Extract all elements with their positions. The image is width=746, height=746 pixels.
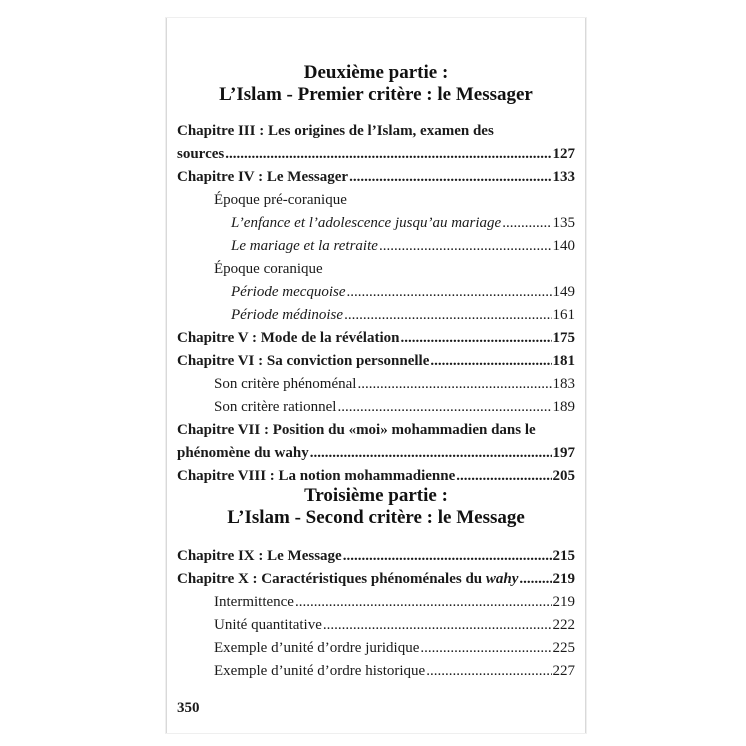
toc-subsubentry bbox=[231, 303, 575, 325]
toc-subentry bbox=[214, 590, 575, 612]
toc-entry-label: Période médinoise bbox=[231, 307, 344, 323]
toc-entry-label: sources bbox=[177, 146, 225, 162]
toc-entry-label: Intermittence bbox=[214, 594, 294, 610]
toc-subentry bbox=[214, 372, 575, 394]
leader-dots bbox=[357, 375, 551, 394]
toc-subentry bbox=[214, 613, 575, 635]
toc-entry-label: Exemple d’unité d’ordre juridique bbox=[214, 640, 420, 656]
toc-entry-chapter-8 bbox=[177, 464, 575, 486]
leader-dots bbox=[337, 398, 551, 417]
part-three-subtitle: L’Islam - Second critère : le Message bbox=[227, 507, 525, 528]
toc-entry-label: Chapitre III : Les origines de l’Islam, examen des bbox=[177, 123, 494, 139]
toc-subsubentry bbox=[231, 234, 575, 256]
leader-dots bbox=[295, 593, 552, 612]
toc-entry-label-italic: wahy bbox=[485, 571, 519, 587]
toc-page-number: 205 bbox=[552, 468, 575, 484]
toc-page-number: 135 bbox=[552, 215, 575, 231]
toc-entry-label: Chapitre VIII : La notion mohammadienne bbox=[177, 468, 456, 484]
toc-subentry bbox=[214, 636, 575, 658]
part-three-heading bbox=[167, 485, 585, 529]
toc-page-number: 133 bbox=[552, 169, 575, 185]
toc-entry-label: Chapitre IV : Le Messager bbox=[177, 169, 349, 185]
toc-entry-label: Exemple d’unité d’ordre historique bbox=[214, 663, 426, 679]
toc-subsubentry bbox=[231, 211, 575, 233]
toc-entry-label: Époque pré-coranique bbox=[214, 192, 347, 208]
toc-entry-chapter-5 bbox=[177, 326, 575, 348]
toc-page-number: 215 bbox=[552, 548, 575, 564]
toc-entry-label-text: Chapitre X : Caractéristiques phénoménales du bbox=[177, 571, 486, 587]
leader-dots bbox=[519, 570, 551, 589]
leader-dots bbox=[426, 662, 551, 681]
leader-dots bbox=[225, 145, 551, 164]
toc-entry-chapter-6 bbox=[177, 349, 575, 371]
toc-subentry bbox=[214, 188, 575, 210]
part-two-title: Deuxième partie : bbox=[303, 62, 449, 83]
toc-page-number: 225 bbox=[552, 640, 575, 656]
toc-entry-chapter-10 bbox=[177, 567, 575, 589]
leader-dots bbox=[344, 306, 551, 325]
toc-page-number: 127 bbox=[552, 146, 575, 162]
toc-entry-label: Unité quantitative bbox=[214, 617, 322, 633]
toc-entry-label bbox=[177, 570, 518, 589]
book-page bbox=[166, 18, 586, 733]
toc-subentry bbox=[214, 659, 575, 681]
leader-dots bbox=[349, 168, 551, 187]
toc-entry-chapter-3-cont bbox=[177, 142, 575, 164]
toc-entry-label: Chapitre VI : Sa conviction personnelle bbox=[177, 353, 430, 369]
part-two-heading bbox=[167, 62, 585, 106]
part-two-subtitle: L’Islam - Premier critère : le Messager bbox=[219, 84, 533, 105]
toc-subsubentry bbox=[231, 280, 575, 302]
toc-entry-label: phénomène du wahy bbox=[177, 445, 309, 461]
toc-page-number: 219 bbox=[552, 571, 575, 587]
toc-entry-chapter-9 bbox=[177, 544, 575, 566]
toc-page-number: 189 bbox=[552, 399, 575, 415]
toc-entry-chapter-7 bbox=[177, 418, 575, 440]
leader-dots bbox=[400, 329, 551, 348]
toc-entry-label: Chapitre VII : Position du «moi» mohammadien dans le bbox=[177, 422, 536, 438]
toc-page-number: 175 bbox=[552, 330, 575, 346]
leader-dots bbox=[343, 547, 552, 566]
leader-dots bbox=[430, 352, 551, 371]
toc-entry-label: Son critère phénoménal bbox=[214, 376, 357, 392]
leader-dots bbox=[502, 214, 551, 233]
toc-entry-chapter-3 bbox=[177, 119, 575, 141]
toc-entry-chapter-4 bbox=[177, 165, 575, 187]
leader-dots bbox=[310, 444, 552, 463]
toc-page-number: 161 bbox=[552, 307, 575, 323]
toc-entry-label: Période mecquoise bbox=[231, 284, 346, 300]
leader-dots bbox=[379, 237, 552, 256]
toc-entry-label: Son critère rationnel bbox=[214, 399, 337, 415]
toc-page-number: 181 bbox=[552, 353, 575, 369]
toc-page-number: 227 bbox=[552, 663, 575, 679]
toc-page-number: 222 bbox=[552, 617, 575, 633]
part-three-title: Troisième partie : bbox=[304, 485, 448, 506]
leader-dots bbox=[323, 616, 552, 635]
toc-page-number: 149 bbox=[552, 284, 575, 300]
toc-entry-label: Époque coranique bbox=[214, 261, 323, 277]
toc-entry-label: Chapitre V : Mode de la révélation bbox=[177, 330, 400, 346]
leader-dots bbox=[347, 283, 552, 302]
leader-dots bbox=[456, 467, 551, 486]
toc-page-number: 183 bbox=[552, 376, 575, 392]
toc-entry-label: L’enfance et l’adolescence jusqu’au mariage bbox=[231, 215, 502, 231]
toc-entry-chapter-7-cont bbox=[177, 441, 575, 463]
toc-page-number: 140 bbox=[552, 238, 575, 254]
leader-dots bbox=[420, 639, 551, 658]
page-number: 350 bbox=[177, 700, 200, 716]
toc-entry-label: Chapitre IX : Le Message bbox=[177, 548, 342, 564]
toc-page-number: 197 bbox=[552, 445, 575, 461]
toc-subentry bbox=[214, 257, 575, 279]
toc-entry-label: Le mariage et la retraite bbox=[231, 238, 378, 254]
toc-page-number: 219 bbox=[552, 594, 575, 610]
toc-subentry bbox=[214, 395, 575, 417]
